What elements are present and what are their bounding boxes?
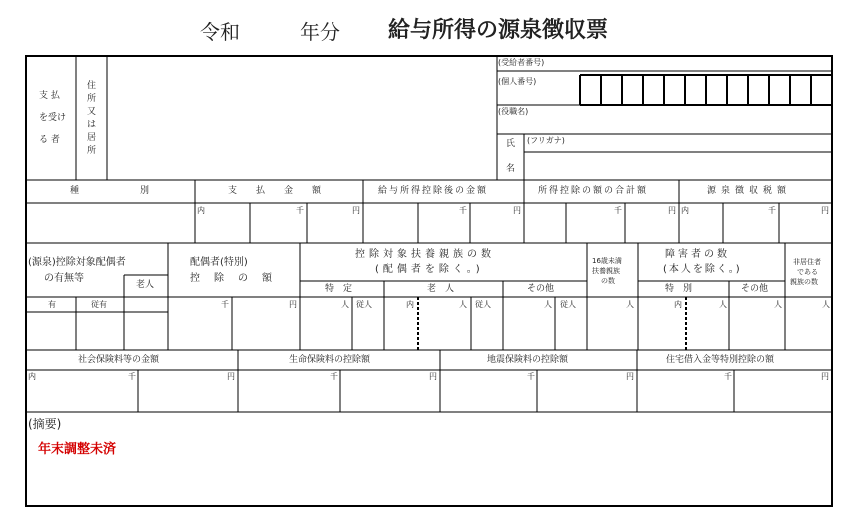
unit-sen-7: 千 — [330, 372, 338, 381]
address-label-3: 又 — [87, 107, 97, 117]
unit-en-5: 円 — [289, 300, 297, 309]
header-life-insurance: 生命保険料の控除額 — [289, 355, 371, 365]
unit-uchi-4: 内 — [674, 300, 682, 309]
rojin-label: 老 人 — [427, 284, 455, 294]
unit-sen-1: 千 — [296, 206, 304, 215]
nonresident-label-1: 非居住者 — [793, 258, 821, 266]
name-label-2: 名 — [506, 164, 516, 174]
tokubetsu-label: 特 別 — [665, 284, 693, 294]
unit-nin-5: 人 — [719, 300, 727, 309]
unit-en-7: 円 — [429, 372, 437, 381]
unit-en-4: 円 — [821, 206, 829, 215]
unit-nin-1: 人 — [341, 300, 349, 309]
address-label-4: は — [87, 120, 97, 130]
unit-nin-6: 人 — [774, 300, 782, 309]
unit-sen-2: 千 — [459, 206, 467, 215]
unit-uchi-1: 内 — [197, 206, 205, 215]
payee-label-1: 支 払 — [39, 91, 60, 101]
address-label-2: 所 — [87, 94, 97, 104]
form-title: 給与所得の源泉徴収票 — [388, 18, 609, 43]
header-after-deduction: 給与所得控除後の金額 — [378, 186, 489, 196]
dependents-header-1: 控除対象扶養親族の数 — [355, 249, 495, 260]
payee-label-2: を受け — [39, 113, 67, 123]
remarks-label: (摘要) — [28, 417, 62, 431]
unit-sen-5: 千 — [221, 300, 229, 309]
unit-nin-2: 人 — [459, 300, 467, 309]
unit-en-1: 円 — [352, 206, 360, 215]
unit-sen-6: 千 — [128, 372, 136, 381]
era-label: 令和 — [200, 20, 240, 44]
unit-en-9: 円 — [821, 372, 829, 381]
header-earthquake-insurance: 地震保険料の控除額 — [487, 355, 569, 365]
unit-sen-8: 千 — [527, 372, 535, 381]
header-withholding-tax: 源泉徴収税額 — [707, 186, 792, 196]
furigana-label: (フリガナ) — [527, 136, 565, 145]
address-label-1: 住 — [87, 81, 97, 91]
unit-en-6: 円 — [227, 372, 235, 381]
spouse-special-2: 控 除 の 額 — [190, 273, 274, 284]
dependents-header-2: (配偶者を除く。) — [375, 264, 484, 275]
header-housing-loan: 住宅借入金等特別控除の額 — [666, 355, 775, 365]
unit-sen-4: 千 — [768, 206, 776, 215]
nonresident-label-3: 親族の数 — [790, 278, 818, 286]
unit-en-3: 円 — [668, 206, 676, 215]
payee-label-3: る 者 — [39, 135, 60, 145]
sonota-label: その他 — [527, 284, 555, 294]
position-label: (役職名) — [498, 107, 529, 116]
unit-uchi-3: 内 — [406, 300, 414, 309]
unit-juunin-3: 従人 — [560, 300, 576, 309]
disabled-header-1: 障害者の数 — [665, 249, 730, 260]
unit-nin-7: 人 — [822, 300, 830, 309]
under16-label-1: 16歳未満 — [592, 257, 622, 265]
address-label-5: 居 — [87, 133, 97, 143]
spouse-header-1: (源泉)控除対象配偶者 — [28, 257, 126, 268]
unit-uchi-2: 内 — [681, 206, 689, 215]
tokutei-label: 特 定 — [325, 284, 353, 294]
header-category: 種 別 — [70, 186, 155, 196]
disabled-header-2: (本人を除く。) — [663, 264, 742, 275]
spouse-header-2: の有無等 — [44, 273, 84, 284]
unit-sen-9: 千 — [724, 372, 732, 381]
personal-number-label: (個人番号) — [498, 77, 537, 86]
unit-nin-3: 人 — [544, 300, 552, 309]
unit-en-2: 円 — [513, 206, 521, 215]
under16-label-2: 扶養親族 — [592, 267, 620, 275]
unit-juunin-1: 従人 — [356, 300, 372, 309]
year-end-adjustment-note: 年末調整未済 — [38, 442, 117, 457]
under16-label-3: の数 — [601, 277, 615, 285]
unit-uchi-5: 内 — [28, 372, 36, 381]
spouse-special-1: 配偶者(特別) — [190, 257, 248, 268]
unit-nin-4: 人 — [626, 300, 634, 309]
header-payment-amount: 支 払 金 額 — [228, 186, 327, 196]
nonresident-label-2: である — [797, 268, 818, 276]
unit-sen-3: 千 — [614, 206, 622, 215]
juu-label: 従有 — [91, 300, 107, 309]
recipient-number-label: (受給者番号) — [498, 58, 545, 67]
elderly-label: 老人 — [136, 280, 155, 290]
header-deduction-total: 所得控除の額の合計額 — [538, 186, 649, 196]
name-label-1: 氏 — [506, 139, 516, 149]
year-suffix: 年分 — [300, 20, 340, 44]
header-social-insurance: 社会保険料等の金額 — [78, 355, 160, 365]
disabled-other-label: その他 — [741, 284, 769, 294]
address-label-6: 所 — [87, 146, 97, 156]
unit-juunin-2: 従人 — [475, 300, 491, 309]
unit-en-8: 円 — [626, 372, 634, 381]
ari-label: 有 — [48, 300, 56, 309]
